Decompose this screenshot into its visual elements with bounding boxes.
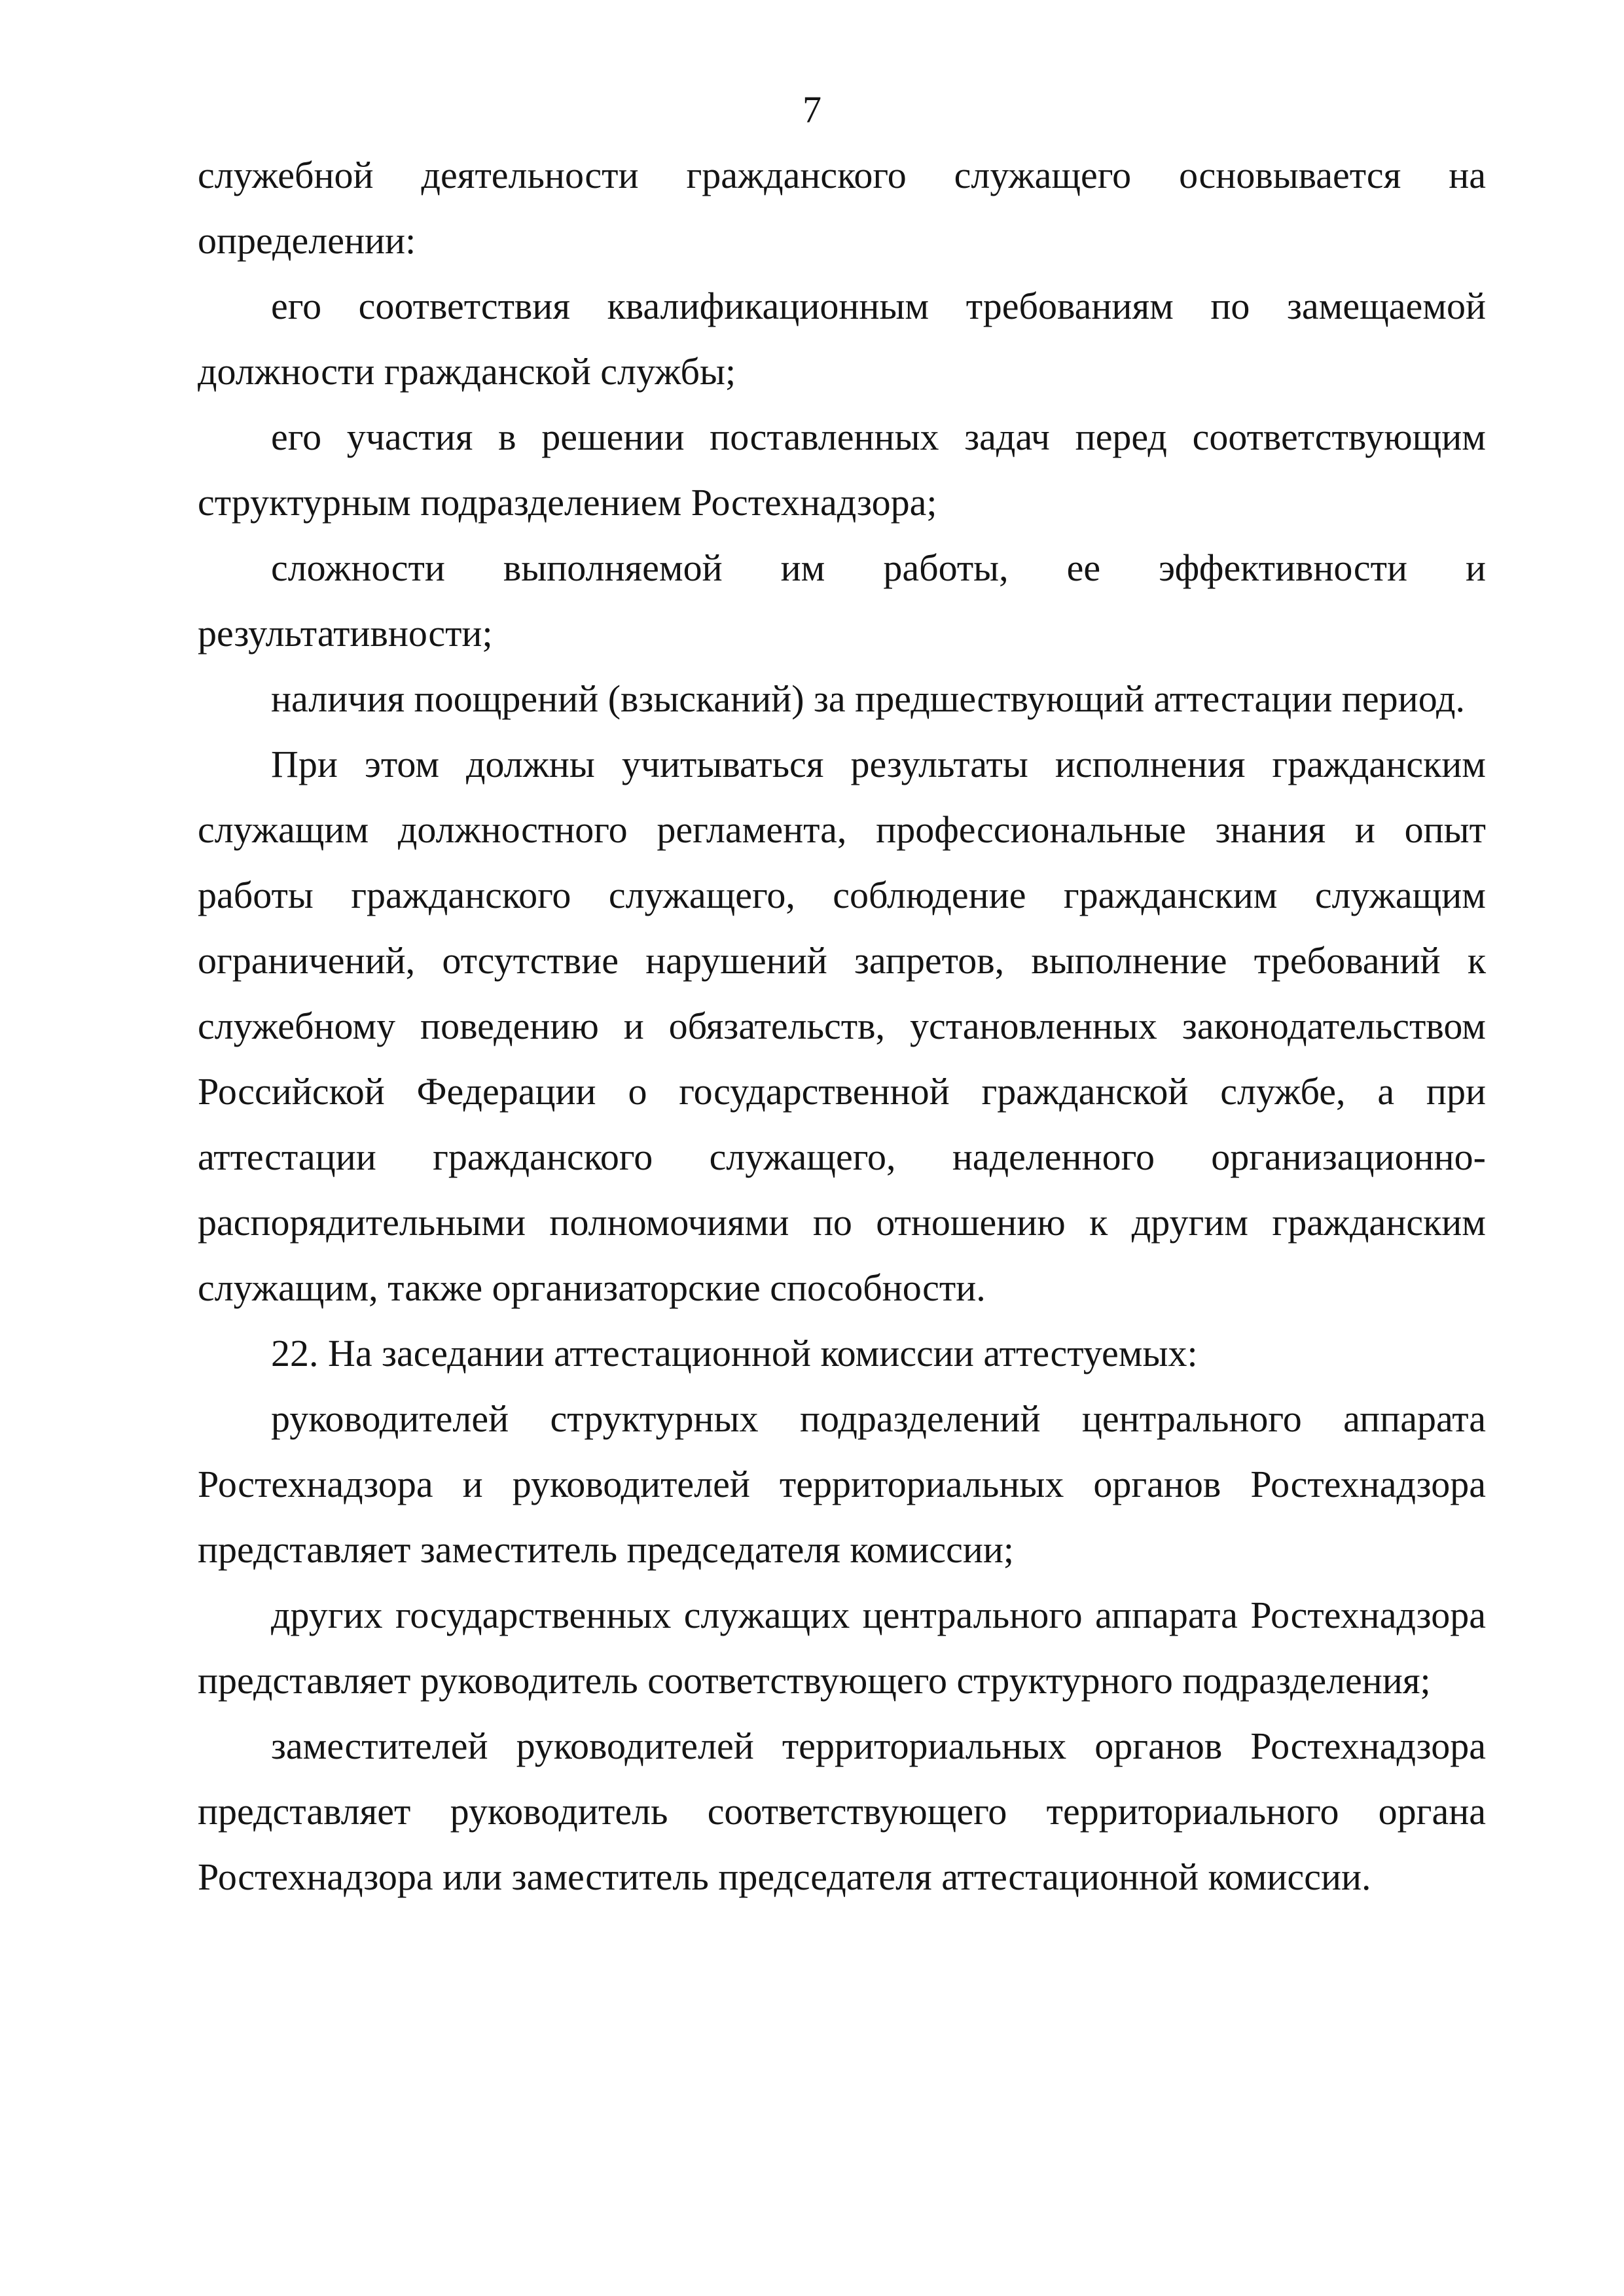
- paragraph-heads: руководителей структурных подразделений центрального аппарата Ростехнадзора и руководителей территориальных органов Ростехнадзора представляет заместитель председателя комиссии;: [198, 1397, 1486, 1571]
- paragraph-rewards: наличия поощрений (взысканий) за предшествующий аттестации период.: [271, 677, 1466, 720]
- paragraph-other-servants: других государственных служащих центрального аппарата Ростехнадзора представляет руководитель соответствующего структурного подразделения;: [198, 1594, 1486, 1702]
- paragraph-complexity: сложности выполняемой им работы, ее эффективности и результативности;: [198, 547, 1486, 655]
- paragraph-considerations: При этом должны учитываться результаты исполнения гражданским служащим должностного регламента, профессиональные знания и опыт работы гражданского служащего, соблюдение гражданским служащим ограничений, отсутствие нарушений запретов, выполнение требований к служебному поведению и обязательств, установленных законодательством Российской Федерации о государственной гражданской службе, а при аттестации гражданского служащего, наделенного организационно-распорядительными полномочиями по отношению к другим гражданским служащим, также организаторские способности.: [198, 743, 1486, 1309]
- paragraph-item-22: 22. На заседании аттестационной комиссии аттестуемых:: [271, 1332, 1198, 1374]
- paragraph-continuation: служебной деятельности гражданского служащего основывается на определении:: [198, 154, 1486, 262]
- paragraph-qualification: его соответствия квалификационным требованиям по замещаемой должности гражданской службы;: [198, 285, 1486, 393]
- paragraph-deputies: заместителей руководителей территориальных органов Ростехнадзора представляет руководитель соответствующего территориального органа Ростехнадзора или заместитель председателя аттестационной комиссии.: [198, 1725, 1486, 1898]
- document-body: [198, 143, 1486, 1910]
- paragraph-participation: его участия в решении поставленных задач перед соответствующим структурным подразделением Ростехнадзора;: [198, 416, 1486, 524]
- page-number: 7: [803, 88, 821, 131]
